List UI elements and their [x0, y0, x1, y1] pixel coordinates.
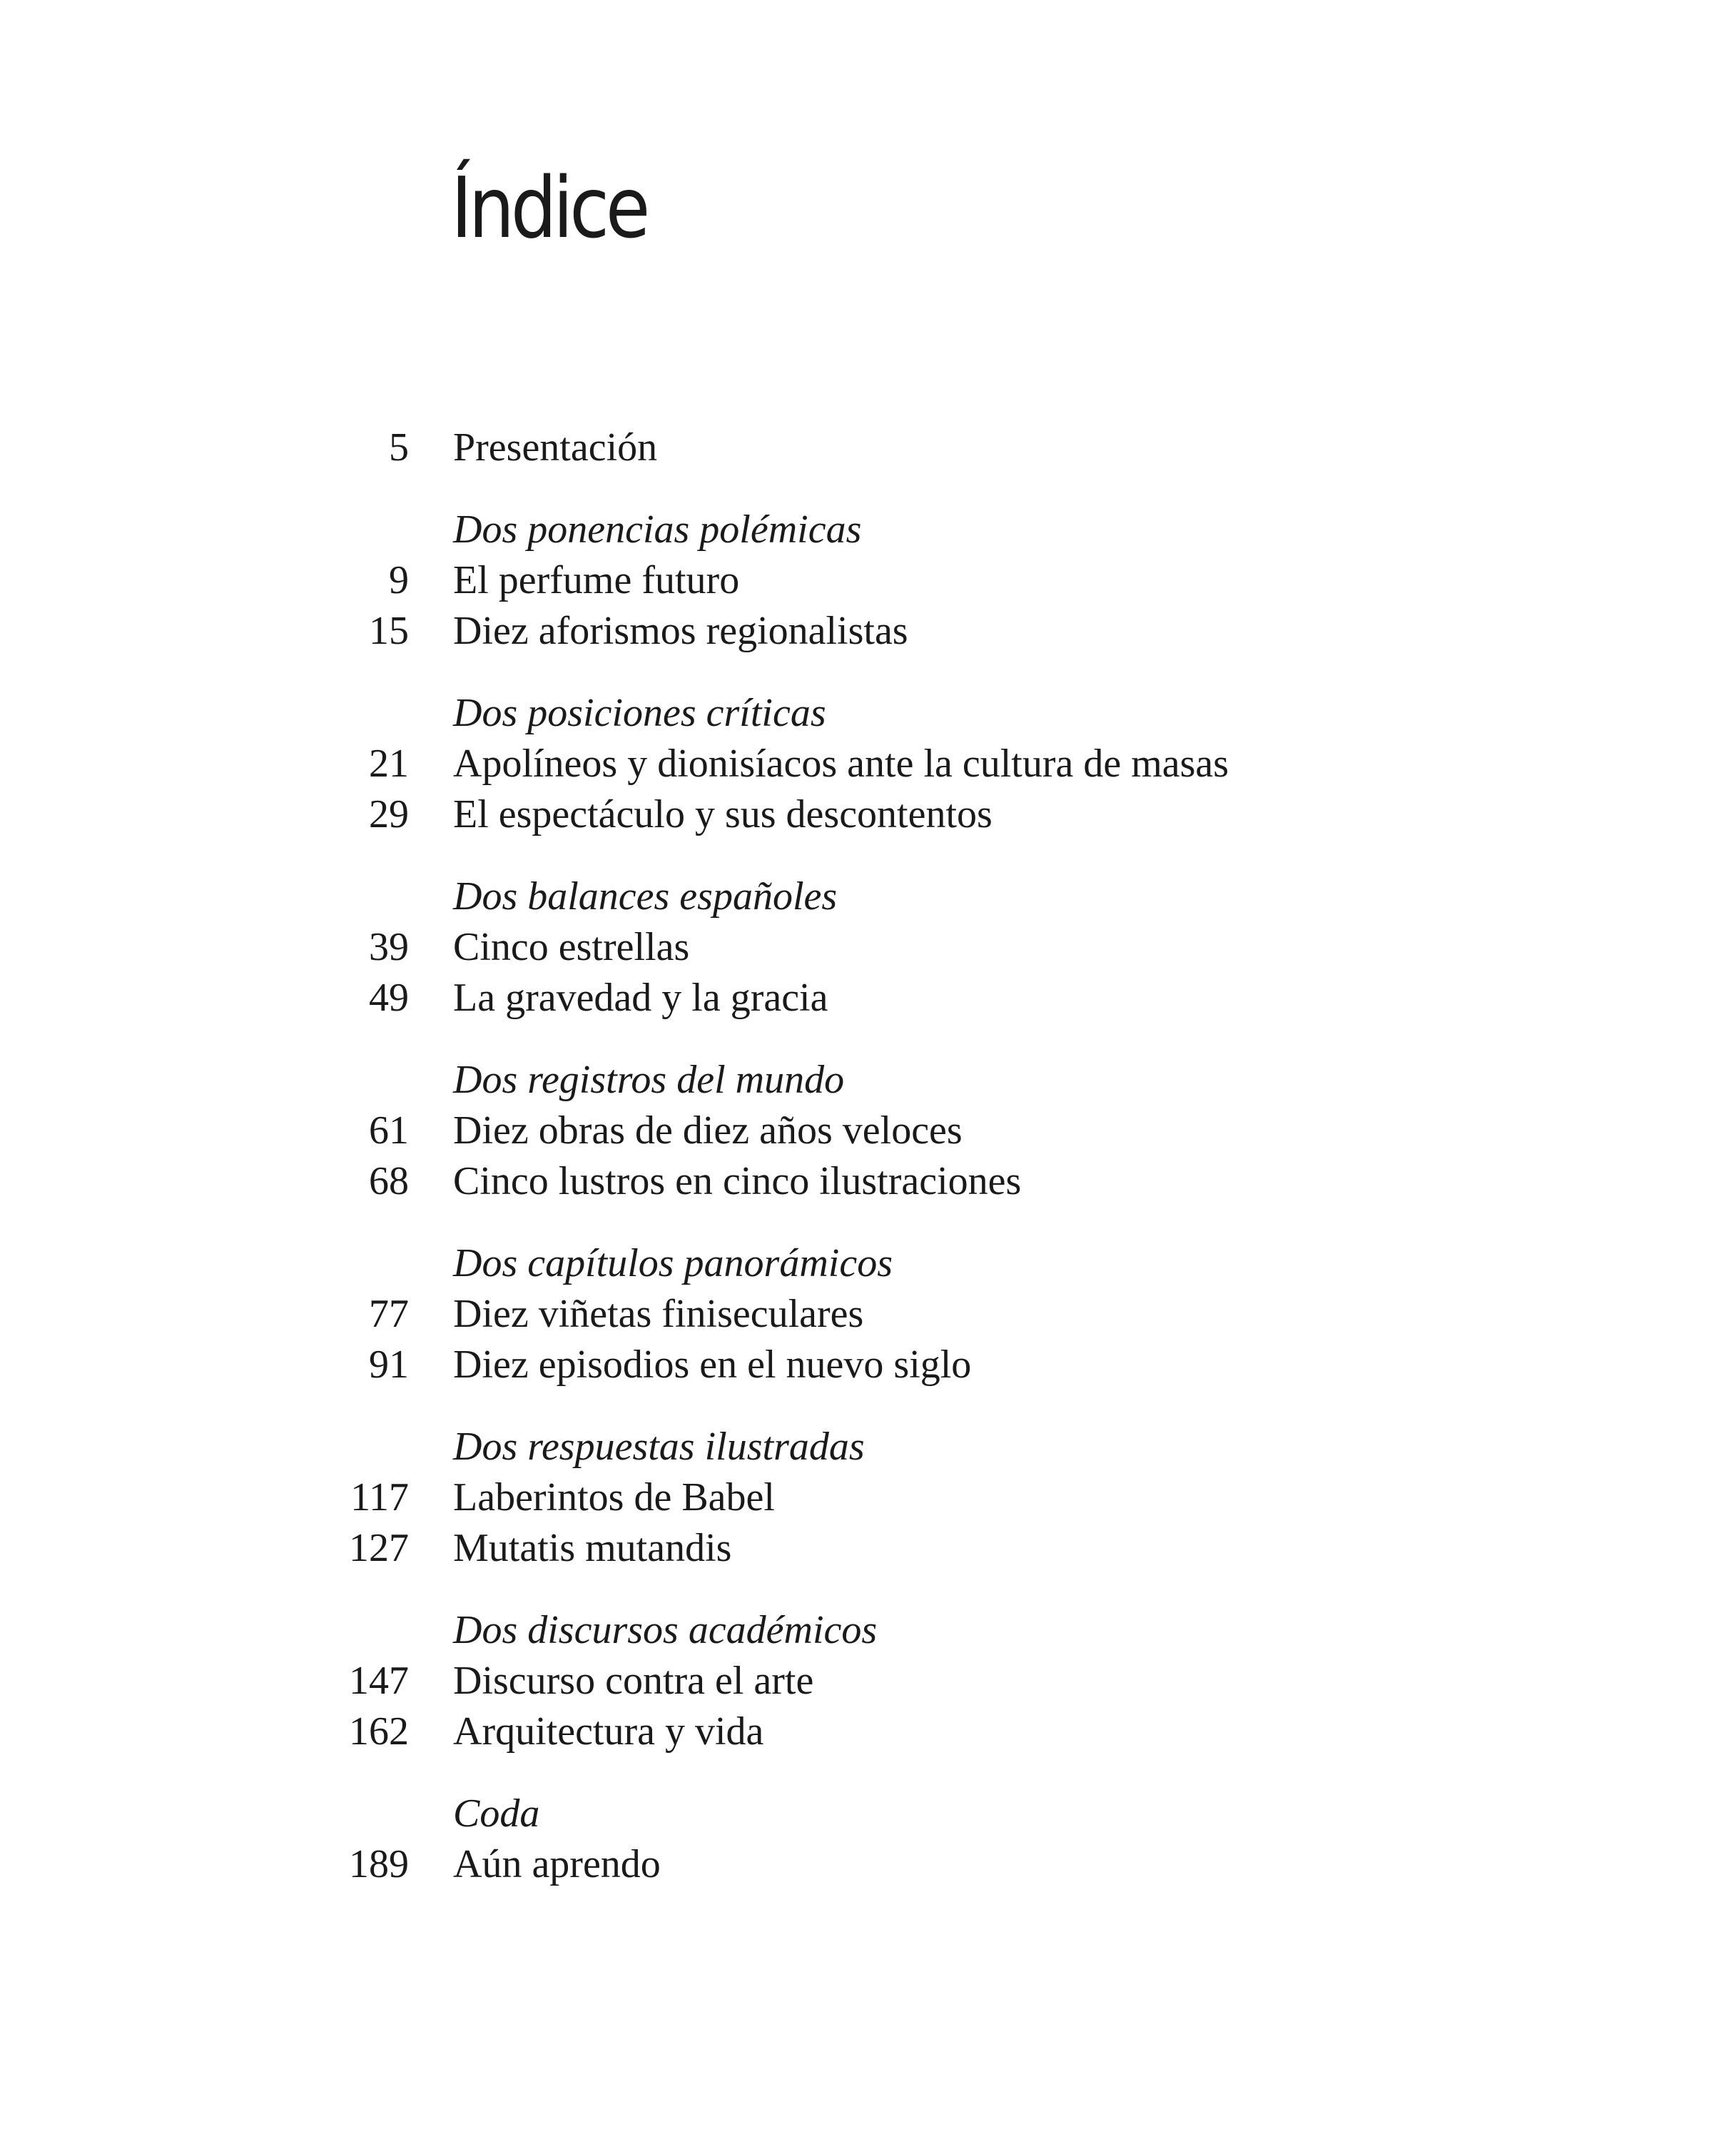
toc-entry: [0, 789, 1736, 840]
toc-page-number: 147: [349, 1659, 409, 1703]
toc-entry-title: Diez aforismos regionalistas: [453, 609, 908, 653]
toc-page-number: 162: [349, 1709, 409, 1754]
toc-entry-title: Discurso contra el arte: [453, 1659, 814, 1703]
toc-entry: [0, 1656, 1736, 1706]
toc-entry-title: Diez viñetas finiseculares: [453, 1292, 864, 1336]
toc-section: [0, 505, 1736, 657]
toc-section: [0, 1605, 1736, 1757]
toc-entry-title: Presentación: [453, 425, 658, 470]
toc-entry-title: Cinco lustros en cinco ilustraciones: [453, 1159, 1022, 1203]
toc-page-number: 127: [349, 1526, 409, 1570]
toc-section: [0, 871, 1736, 1023]
section-heading: Dos balances españoles: [453, 874, 838, 919]
toc-entry: [0, 1156, 1736, 1207]
toc-section: [0, 1238, 1736, 1390]
toc-entry: [0, 1839, 1736, 1890]
toc-entry-title: El perfume futuro: [453, 558, 740, 602]
toc-entry-title: Laberintos de Babel: [453, 1475, 775, 1520]
toc-entry-title: La gravedad y la gracia: [453, 976, 828, 1020]
page-title: Índice: [451, 158, 647, 257]
toc-entry-title: Cinco estrellas: [453, 925, 690, 969]
toc-entry: [0, 973, 1736, 1023]
toc-page-number: 29: [369, 792, 409, 836]
section-heading: Dos posiciones críticas: [453, 691, 826, 735]
toc-page-number: 39: [369, 925, 409, 969]
toc-entry: [0, 1472, 1736, 1523]
section-heading: Dos registros del mundo: [453, 1058, 845, 1102]
toc-entry-title: Mutatis mutandis: [453, 1526, 732, 1570]
toc-section: [0, 1055, 1736, 1207]
toc-entry-title: Apolíneos y dionisíacos ante la cultura de masas: [453, 742, 1229, 786]
toc-entry-title: Arquitectura y vida: [453, 1709, 764, 1754]
section-heading: Coda: [453, 1791, 540, 1836]
toc-page-number: 117: [350, 1475, 409, 1520]
toc-page-number: 49: [369, 976, 409, 1020]
toc-page-number: 91: [369, 1343, 409, 1387]
toc-section: [0, 1789, 1736, 1890]
toc-entry: [0, 606, 1736, 657]
toc-page-number: 5: [389, 425, 409, 470]
section-heading: Dos discursos académicos: [453, 1608, 878, 1652]
toc-page-number: 9: [389, 558, 409, 602]
toc-entry-title: Diez obras de diez años veloces: [453, 1108, 963, 1153]
toc-entry-title: El espectáculo y sus descontentos: [453, 792, 993, 836]
toc-page-number: 68: [369, 1159, 409, 1203]
toc-page-number: 21: [369, 742, 409, 786]
toc-entry-title: Diez episodios en el nuevo siglo: [453, 1343, 972, 1387]
toc-entry-intro: [0, 423, 1736, 473]
toc-entry: [0, 1523, 1736, 1574]
toc-entry: [0, 555, 1736, 606]
toc-entry: [0, 739, 1736, 789]
toc-entry: [0, 1106, 1736, 1156]
toc-entry: [0, 1706, 1736, 1757]
table-of-contents: [0, 423, 1736, 1890]
toc-page-number: 77: [369, 1292, 409, 1336]
toc-entry: [0, 1340, 1736, 1390]
toc-page-number: 61: [369, 1108, 409, 1153]
toc-entry: [0, 922, 1736, 973]
toc-page-number: 189: [349, 1842, 409, 1886]
toc-section: [0, 688, 1736, 840]
toc-entry-title: Aún aprendo: [453, 1842, 661, 1886]
toc-entry: [0, 1289, 1736, 1340]
section-heading: Dos capítulos panorámicos: [453, 1241, 893, 1285]
toc-page-number: 15: [369, 609, 409, 653]
toc-section: [0, 1422, 1736, 1574]
section-heading: Dos respuestas ilustradas: [453, 1425, 865, 1469]
section-heading: Dos ponencias polémicas: [453, 507, 862, 552]
